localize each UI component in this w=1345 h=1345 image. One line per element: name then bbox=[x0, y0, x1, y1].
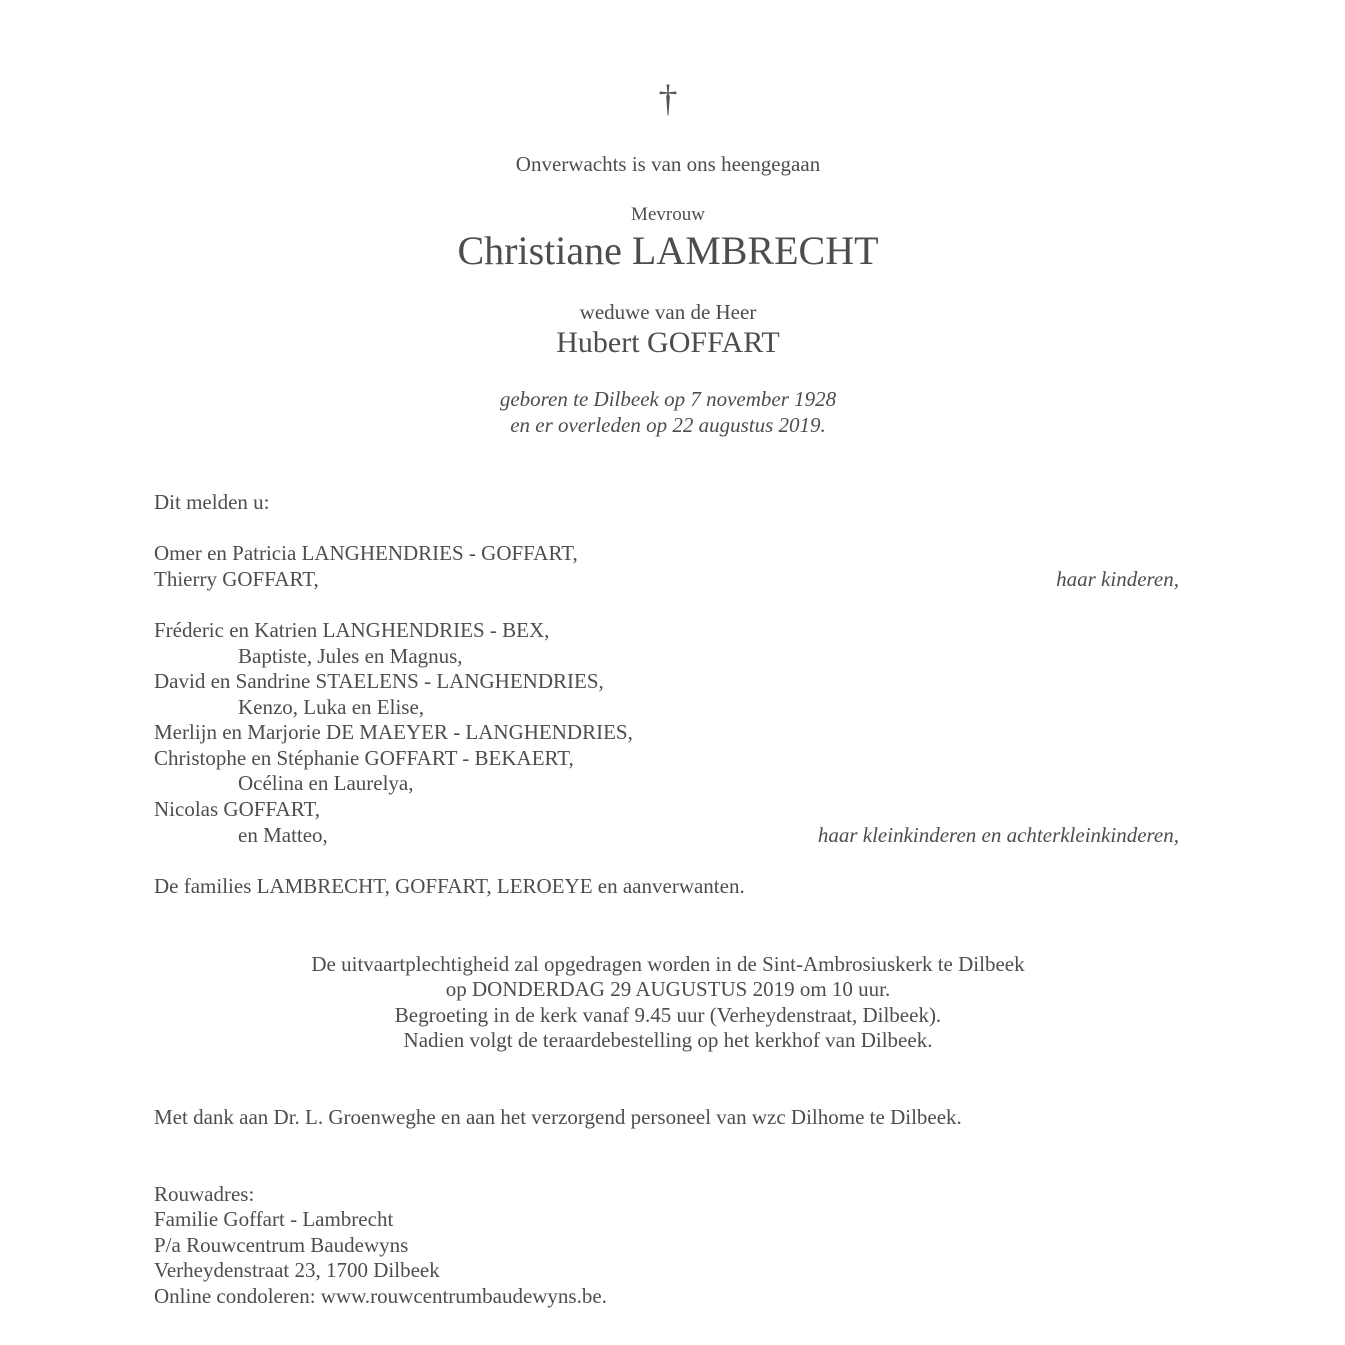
online-condolence-link[interactable]: Online condoleren: www.rouwcentrumbaudewyns.be. bbox=[154, 1284, 607, 1308]
child-line: Thierry GOFFART, bbox=[154, 567, 319, 591]
spouse-name: Hubert GOFFART bbox=[556, 326, 780, 359]
intro-text: Onverwachts is van ons heengegaan bbox=[515, 152, 821, 176]
grandchild-line: Merlijn en Marjorie DE MAEYER - LANGHENDRIES, bbox=[154, 720, 633, 744]
ceremony-burial: Nadien volgt de teraardebestelling op het kerkhof van Dilbeek. bbox=[403, 1028, 933, 1052]
great-grandchild-line: Baptiste, Jules en Magnus, bbox=[238, 644, 463, 668]
child-line: Omer en Patricia LANGHENDRIES - GOFFART, bbox=[154, 541, 578, 565]
cross-icon: † bbox=[658, 78, 678, 120]
address-street: Verheydenstraat 23, 1700 Dilbeek bbox=[154, 1258, 440, 1282]
spouse-intro: weduwe van de Heer bbox=[579, 300, 757, 324]
death-line: en er overleden op 22 augustus 2019. bbox=[510, 413, 826, 437]
grandchild-line: David en Sandrine STAELENS - LANGHENDRIES, bbox=[154, 669, 604, 693]
great-grandchild-line: en Matteo, bbox=[238, 823, 328, 847]
ceremony-location: De uitvaartplechtigheid zal opgedragen worden in de Sint-Ambrosiuskerk te Dilbeek bbox=[311, 952, 1025, 976]
address-label: Rouwadres: bbox=[154, 1182, 255, 1206]
great-grandchild-line: Kenzo, Luka en Elise, bbox=[238, 695, 425, 719]
title-prefix: Mevrouw bbox=[631, 204, 705, 225]
grandchild-line: Nicolas GOFFART, bbox=[154, 797, 320, 821]
grandchildren-label: haar kleinkinderen en achterkleinkinderen, bbox=[817, 823, 1179, 847]
ceremony-date: op DONDERDAG 29 AUGUSTUS 2019 om 10 uur. bbox=[445, 977, 891, 1001]
address-care-of: P/a Rouwcentrum Baudewyns bbox=[154, 1233, 409, 1257]
birth-line: geboren te Dilbeek op 7 november 1928 bbox=[499, 387, 837, 411]
deceased-name: Christiane LAMBRECHT bbox=[457, 228, 879, 273]
announcement-intro: Dit melden u: bbox=[154, 490, 270, 514]
grandchild-line: Christophe en Stéphanie GOFFART - BEKAERT, bbox=[154, 746, 574, 770]
ceremony-greeting: Begroeting in de kerk vanaf 9.45 uur (Verheydenstraat, Dilbeek). bbox=[394, 1003, 942, 1027]
grandchild-line: Fréderic en Katrien LANGHENDRIES - BEX, bbox=[154, 618, 550, 642]
families-line: De families LAMBRECHT, GOFFART, LEROEYE en aanverwanten. bbox=[154, 874, 745, 898]
thanks-line: Met dank aan Dr. L. Groenweghe en aan het verzorgend personeel van wzc Dilhome te Dilbeek. bbox=[154, 1105, 962, 1129]
address-family: Familie Goffart - Lambrecht bbox=[154, 1207, 394, 1231]
children-label: haar kinderen, bbox=[1056, 567, 1179, 591]
great-grandchild-line: Océlina en Laurelya, bbox=[238, 771, 414, 795]
